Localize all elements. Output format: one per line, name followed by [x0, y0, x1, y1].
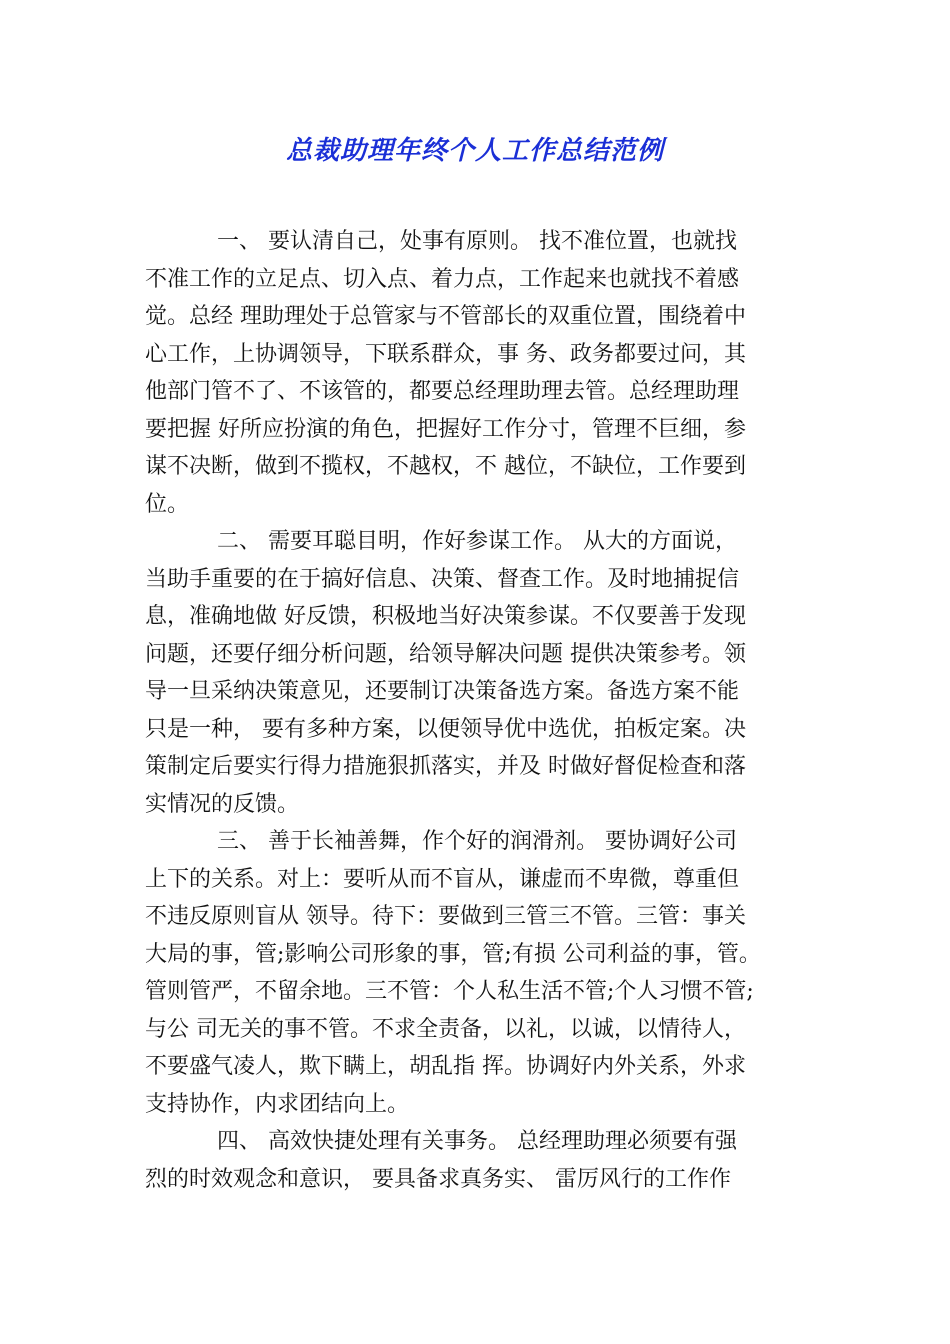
text-line: 大局的事，管;影响公司形象的事，管;有损 公司利益的事，管。	[145, 941, 761, 967]
text-line: 与公 司无关的事不管。不求全责备，以礼，以诚，以情待人，	[145, 1016, 746, 1042]
text-line: 他部门管不了、不该管的，都要总经理助理去管。总经理助理	[145, 379, 740, 404]
document-body	[145, 223, 805, 1198]
text-line: 问题，还要仔细分析问题，给领导解决问题 提供决策参考。领	[145, 641, 746, 667]
text-line: 当助手重要的在于搞好信息、决策、督查工作。及时地捕捉信	[145, 566, 740, 592]
text-line: 导一旦采纳决策意见，还要制订决策备选方案。备选方案不能	[145, 679, 740, 704]
text-line: 三、 善于长袖善舞，作个好的润滑剂。 要协调好公司	[217, 829, 737, 854]
text-line: 只是一种， 要有多种方案，以便领导优中选优，拍板定案。决	[145, 716, 746, 742]
text-line: 不违反原则盲从 领导。待下：要做到三管三不管。三管：事关	[145, 904, 746, 929]
text-line: 谋不决断，做到不揽权，不越权，不 越位，不缺位，工作要到	[145, 454, 746, 479]
text-line: 位。	[145, 491, 190, 517]
text-line: 策制定后要实行得力措施狠抓落实，并及 时做好督促检查和落	[145, 754, 746, 779]
text-line: 不要盛气凌人，欺下瞒上，胡乱指 挥。协调好内外关系，外求	[145, 1054, 746, 1079]
text-line: 一、 要认清自己，处事有原则。 找不准位置，也就找	[217, 229, 737, 254]
text-line: 管则管严，不留余地。三不管：个人私生活不管;个人习惯不管;	[145, 979, 754, 1004]
text-line: 要把握 好所应扮演的角色，把握好工作分寸，管理不巨细，参	[145, 416, 746, 442]
text-line: 支持协作，内求团结向上。	[145, 1091, 410, 1117]
text-line: 不准工作的立足点、切入点、着力点，工作起来也就找不着感	[145, 266, 740, 292]
document-title: 总裁助理年终个人工作总结范例	[285, 136, 664, 166]
text-line: 心工作，上协调领导，下联系群众，事 务、政务都要过问，其	[145, 341, 746, 367]
text-line: 四、 高效快捷处理有关事务。 总经理助理必须要有强	[217, 1129, 737, 1154]
text-line: 烈的时效观念和意识， 要具备求真务实、 雷厉风行的工作作	[145, 1166, 731, 1192]
text-line: 上下的关系。对上：要听从而不盲从，谦虚而不卑微，尊重但	[145, 866, 740, 892]
text-line: 二、 需要耳聪目明，作好参谋工作。 从大的方面说，	[217, 529, 737, 554]
text-line: 觉。总经 理助理处于总管家与不管部长的双重位置，围绕着中	[145, 304, 746, 329]
text-line: 实情况的反馈。	[145, 791, 300, 817]
text-line: 息，准确地做 好反馈，积极地当好决策参谋。不仅要善于发现	[145, 604, 746, 629]
